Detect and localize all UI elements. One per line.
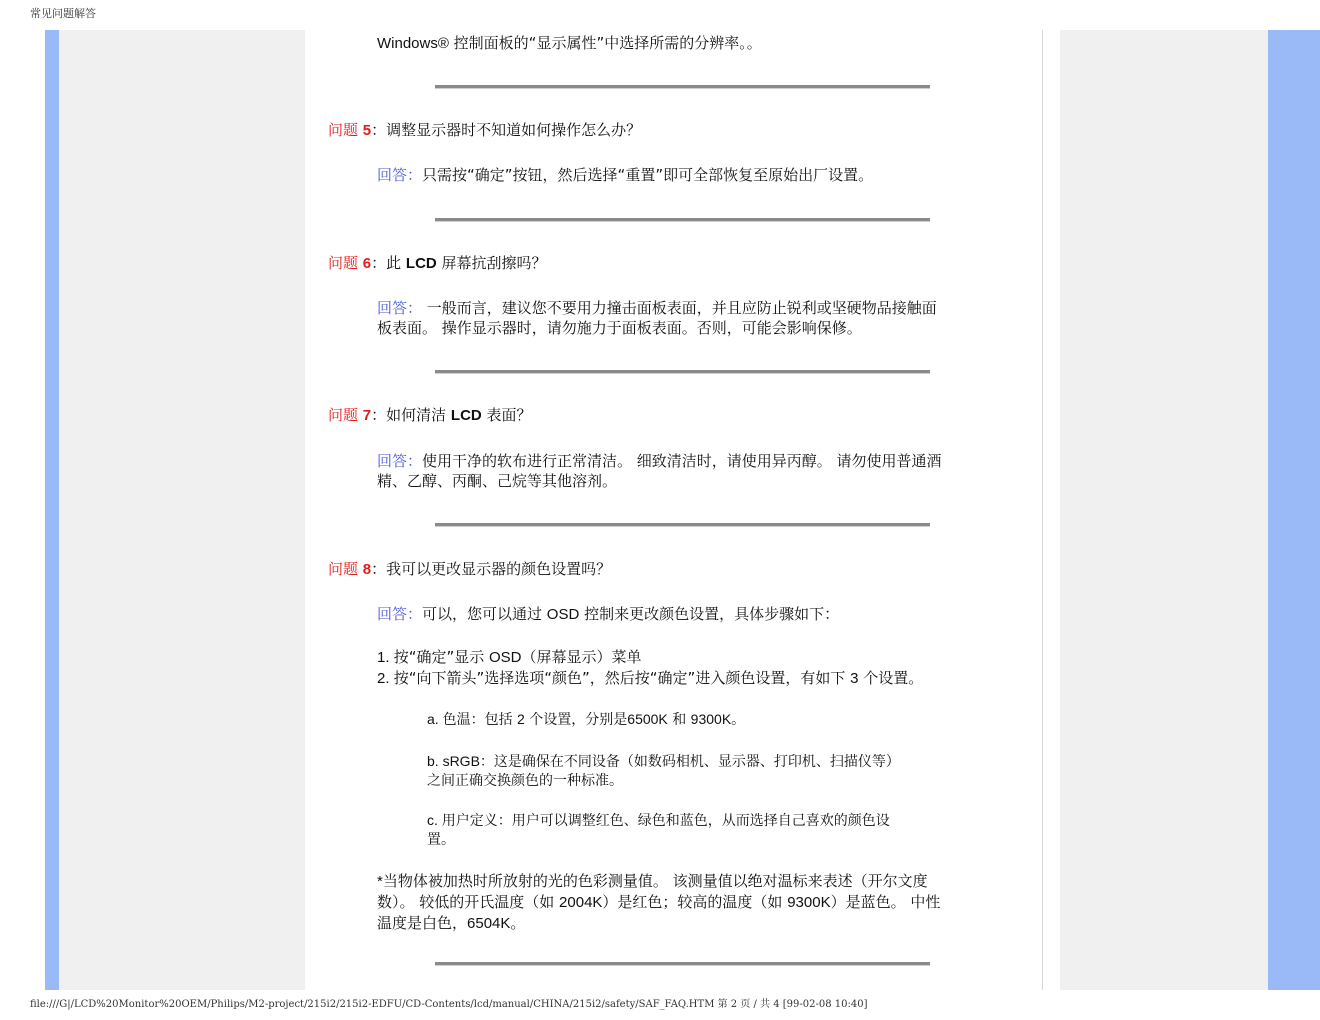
page-header-title: 常见问题解答	[30, 7, 96, 20]
step-list	[377, 647, 923, 689]
question-6: 问题 6：此 LCD 屏幕抗刮擦吗？	[328, 254, 547, 272]
right-gray-panel	[1060, 30, 1268, 990]
color-temperature-note: *当物体被加热时所放射的光的色彩测量值。 该测量值以绝对温标来表述（开尔文度 数）。 较低的开氏温度（如 2004K）是红色；较高的温度（如 9300K）是蓝色。 中性 温度是白色，6504K。	[377, 872, 941, 932]
divider-rule	[435, 370, 930, 374]
answer-7: 回答：使用干净的软布进行正常清洁。 细致清洁时，请使用异丙醇。 请勿使用普通酒 精、乙醇、丙酮、己烷等其他溶剂。	[377, 452, 942, 490]
intro-text: Windows® 控制面板的“显示属性”中选择所需的分辨率。。	[377, 34, 762, 52]
right-blue-band	[1268, 30, 1320, 990]
left-gray-panel	[59, 30, 305, 990]
answer-5: 回答：只需按“确定”按钮，然后选择“重置”即可全部恢复至原始出厂设置。	[377, 166, 874, 184]
divider-rule	[435, 85, 930, 89]
step-2: 2. 按“向下箭头”选择选项“颜色”，然后按“确定”进入颜色设置，有如下 3 个设置。	[377, 669, 924, 687]
divider-rule	[435, 962, 930, 966]
left-blue-band	[45, 30, 59, 990]
answer-8: 回答：可以，您可以通过 OSD 控制来更改颜色设置，具体步骤如下：	[377, 605, 840, 623]
question-8: 问题 8：我可以更改显示器的颜色设置吗？	[328, 560, 612, 578]
option-b: b. sRGB：这是确保在不同设备（如数码相机、显示器、打印机、扫描仪等） 之间正确交换颜色的一种标准。	[427, 753, 900, 789]
divider-rule	[435, 218, 930, 222]
option-a: a. 色温：包括 2 个设置，分别是6500K 和 9300K。	[427, 711, 746, 728]
step-1: 1. 按“确定”显示 OSD（屏幕显示）菜单	[377, 648, 642, 666]
question-7: 问题 7：如何清洁 LCD 表面？	[328, 406, 532, 424]
right-divider	[1042, 30, 1043, 990]
answer-6: 回答： 一般而言，建议您不要用力撞击面板表面，并且应防止锐利或坚硬物品接触面 板表面。 操作显示器时，请勿施力于面板表面。否则，可能会影响保修。	[377, 299, 937, 337]
question-5: 问题 5：调整显示器时不知道如何操作怎么办？	[328, 121, 642, 139]
page-footer-path: file:///G|/LCD%20Monitor%20OEM/Philips/M2-project/215i2/215i2-EDFU/CD-Contents/lcd/manual/CHINA/215i2/safety/SAF_FAQ.HTM 第 2 页 / 共 4 [99-02-08 10:40]	[30, 999, 868, 1010]
option-c: c. 用户定义：用户可以调整红色、绿色和蓝色，从而选择自己喜欢的颜色设 置。	[427, 812, 890, 848]
divider-rule	[435, 523, 930, 527]
faq-content	[305, 30, 1040, 990]
